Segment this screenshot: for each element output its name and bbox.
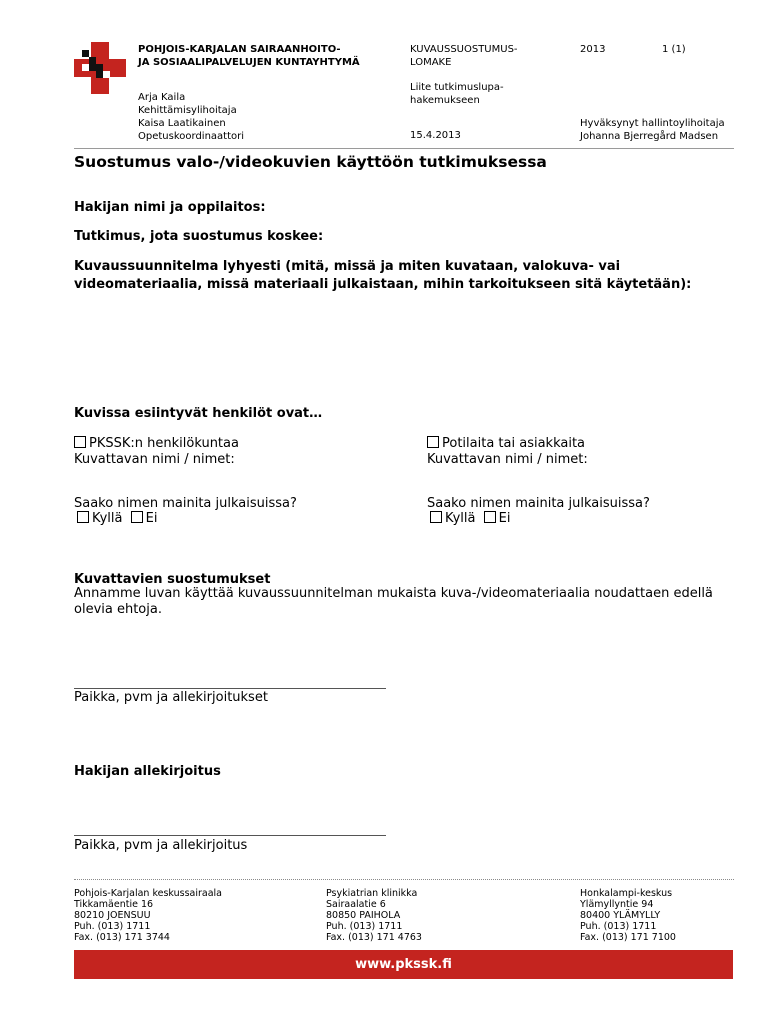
- staff-option-label: PKSSK:n henkilökuntaa: [89, 436, 239, 451]
- applicant-signature-heading: Hakijan allekirjoitus: [74, 764, 221, 779]
- patient-name-label: Kuvattavan nimi / nimet:: [427, 452, 588, 467]
- staff-yes-checkbox[interactable]: [77, 511, 89, 523]
- org-name: [138, 43, 360, 69]
- page-number: 1 (1): [662, 44, 686, 55]
- patient-publish-question: Saako nimen mainita julkaisuissa?: [427, 496, 650, 511]
- footer-1-line: 80210 JOENSUU: [74, 910, 151, 921]
- footer-address-1: [74, 888, 222, 943]
- footer-1-line: Puh. (013) 1711: [74, 921, 151, 932]
- person2-name: Kaisa Laatikainen: [138, 118, 226, 129]
- applicant-signature-label: Paikka, pvm ja allekirjoitus: [74, 838, 248, 853]
- footer-address-2: [326, 888, 422, 943]
- header-date: 15.4.2013: [410, 130, 461, 141]
- persons-label: Kuvissa esiintyvät henkilöt ovat…: [74, 406, 323, 421]
- footer-1-line: Tikkamäentie 16: [74, 899, 154, 910]
- consent-signature-label: Paikka, pvm ja allekirjoitukset: [74, 690, 268, 705]
- footer-2-line: Fax. (013) 171 4763: [326, 932, 422, 943]
- patient-no-checkbox[interactable]: [484, 511, 496, 523]
- org-name-line2: JA SOSIAALIPALVELUJEN KUNTAYHTYMÄ: [138, 57, 360, 68]
- patient-yes-label: Kyllä: [445, 511, 476, 526]
- consent-text-line2: olevia ehtoja.: [74, 602, 162, 617]
- page-title: Suostumus valo-/videokuvien käyttöön tutkimuksessa: [74, 153, 547, 171]
- applicant-signature-line[interactable]: [74, 835, 386, 836]
- staff-no-label: Ei: [145, 511, 158, 526]
- staff-publish-options: [77, 511, 157, 527]
- footer-divider: [74, 879, 734, 880]
- approved-line1: Hyväksynyt hallintoylihoitaja: [580, 118, 725, 129]
- org-name-line1: POHJOIS-KARJALAN SAIRAANHOITO-: [138, 44, 341, 55]
- header-year: 2013: [580, 44, 606, 55]
- consent-signature-line[interactable]: [74, 688, 386, 689]
- footer-1-line: Pohjois-Karjalan keskussairaala: [74, 888, 223, 899]
- attachment-line1: Liite tutkimuslupa-: [410, 82, 504, 93]
- patient-publish-options: [430, 511, 510, 527]
- attachment-note: [410, 81, 504, 107]
- approved-line2: Johanna Bjerregård Madsen: [580, 131, 719, 142]
- consent-text-line1: Annamme luvan käyttää kuvaussuunnitelman mukaista kuva-/videomateriaalia noudattaen edellä: [74, 586, 713, 601]
- plan-label: [74, 258, 691, 294]
- plan-label-line2: videomateriaalia, missä materiaali julkaistaan, mihin tarkoitukseen sitä käytetään):: [74, 277, 692, 292]
- staff-option: [74, 436, 239, 452]
- patient-option-label: Potilaita tai asiakkaita: [442, 436, 586, 451]
- consent-text: [74, 586, 713, 618]
- patient-yes-checkbox[interactable]: [430, 511, 442, 523]
- plan-label-line1: Kuvaussuunnitelma lyhyesti (mitä, missä ja miten kuvataan, valokuva- vai: [74, 259, 621, 274]
- consent-heading: Kuvattavien suostumukset: [74, 572, 271, 587]
- patient-checkbox[interactable]: [427, 436, 439, 448]
- staff-no-checkbox[interactable]: [131, 511, 143, 523]
- form-name: [410, 43, 518, 69]
- footer-2-line: Psykiatrian klinikka: [326, 888, 418, 899]
- footer-3-line: Fax. (013) 171 7100: [580, 932, 676, 943]
- footer-address-3: [580, 888, 676, 943]
- study-label: Tutkimus, jota suostumus koskee:: [74, 229, 324, 244]
- footer-1-line: Fax. (013) 171 3744: [74, 932, 170, 943]
- footer-2-line: Sairaalatie 6: [326, 899, 386, 910]
- footer-3-line: Ylämyllyntie 94: [580, 899, 654, 910]
- staff-publish-question: Saako nimen mainita julkaisuissa?: [74, 496, 297, 511]
- footer-3-line: Honkalampi-keskus: [580, 888, 673, 899]
- applicant-label: Hakijan nimi ja oppilaitos:: [74, 200, 266, 215]
- person2-title: Opetuskoordinaattori: [138, 131, 245, 142]
- contact-persons: [138, 91, 244, 143]
- footer-3-line: 80400 YLÄMYLLY: [580, 910, 661, 921]
- approved-by: [580, 117, 725, 143]
- person1-title: Kehittämisylihoitaja: [138, 105, 237, 116]
- pkssk-logo: [74, 42, 126, 94]
- footer-3-line: Puh. (013) 1711: [580, 921, 657, 932]
- person1-name: Arja Kaila: [138, 92, 186, 103]
- patient-option: [427, 436, 585, 452]
- staff-name-label: Kuvattavan nimi / nimet:: [74, 452, 235, 467]
- form-name-line1: KUVAUSSUOSTUMUS-: [410, 44, 518, 55]
- website-banner: [74, 950, 733, 979]
- footer-2-line: Puh. (013) 1711: [326, 921, 403, 932]
- website-link[interactable]: www.pkssk.fi: [355, 957, 452, 972]
- footer-2-line: 80850 PAIHOLA: [326, 910, 401, 921]
- staff-checkbox[interactable]: [74, 436, 86, 448]
- header-divider: [74, 148, 734, 149]
- attachment-line2: hakemukseen: [410, 95, 480, 106]
- form-name-line2: LOMAKE: [410, 57, 452, 68]
- patient-no-label: Ei: [498, 511, 511, 526]
- staff-yes-label: Kyllä: [92, 511, 123, 526]
